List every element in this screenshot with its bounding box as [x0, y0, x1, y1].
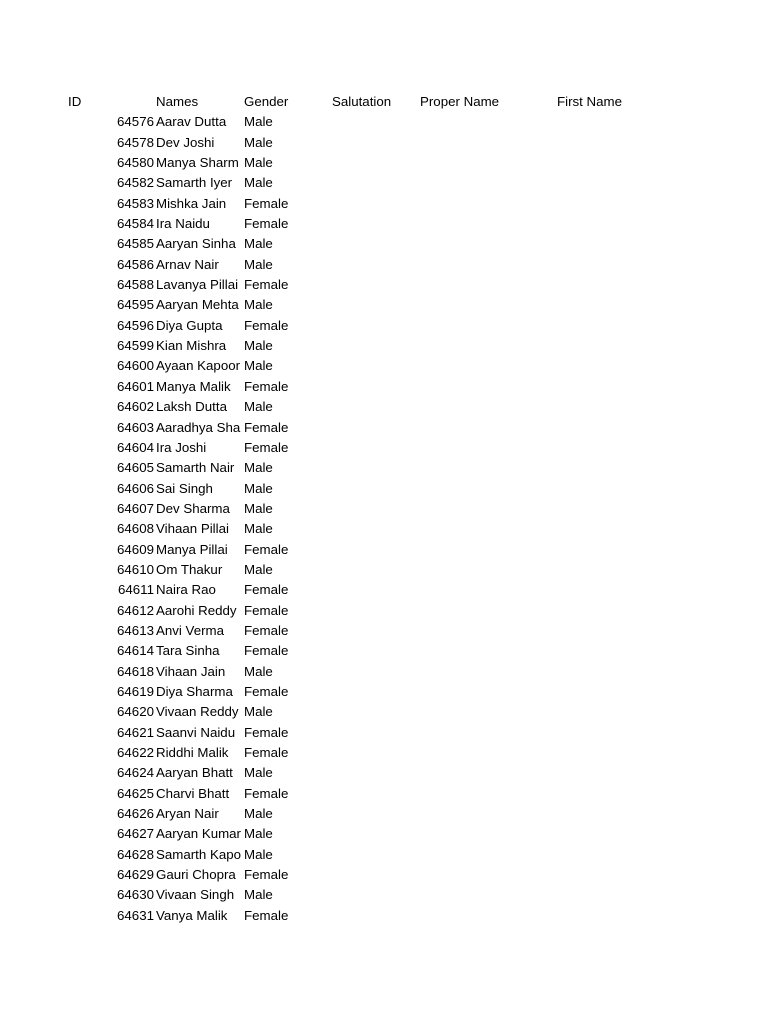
gender-cell: Male — [244, 175, 273, 191]
gender-cell: Male — [244, 256, 273, 272]
table-row — [0, 845, 768, 865]
name-cell: Diya Sharma — [156, 683, 233, 699]
name-cell: Aaryan Kumar — [156, 826, 241, 842]
id-cell: 64629 — [117, 867, 154, 883]
gender-cell: Male — [244, 887, 273, 903]
id-cell: 64595 — [117, 297, 154, 313]
table-row — [0, 560, 768, 580]
gender-cell: Female — [244, 216, 289, 232]
name-cell: Diya Gupta — [156, 317, 223, 333]
name-cell: Aaradhya Sha — [156, 419, 241, 435]
gender-cell: Female — [244, 541, 289, 557]
table-body — [0, 112, 768, 926]
gender-cell: Female — [244, 785, 289, 801]
table-row — [0, 763, 768, 783]
gender-cell: Male — [244, 663, 273, 679]
table-row — [0, 702, 768, 722]
name-cell: Aryan Nair — [156, 806, 219, 822]
id-cell: 64609 — [117, 541, 154, 557]
id-cell: 64630 — [117, 887, 154, 903]
gender-cell: Male — [244, 521, 273, 537]
id-cell: 64611 — [118, 582, 154, 598]
id-cell: 64599 — [117, 338, 154, 354]
table-row — [0, 743, 768, 763]
name-cell: Riddhi Malik — [156, 745, 229, 760]
name-cell: Aarav Dutta — [156, 114, 227, 130]
name-cell: Samarth Iyer — [156, 175, 233, 191]
name-cell: Arnav Nair — [156, 256, 219, 272]
name-cell: Tara Sinha — [156, 643, 220, 659]
table-row — [0, 885, 768, 905]
table-row — [0, 275, 768, 295]
name-cell: Dev Joshi — [156, 134, 215, 150]
gender-cell: Female — [244, 724, 289, 740]
table-row — [0, 499, 768, 519]
table-row — [0, 255, 768, 275]
id-cell: 64624 — [117, 765, 154, 781]
gender-cell: Male — [244, 765, 273, 781]
table-row — [0, 234, 768, 254]
name-cell: Laksh Dutta — [156, 399, 227, 415]
id-cell: 64625 — [117, 785, 154, 801]
gender-cell: Female — [244, 867, 289, 883]
gender-cell: Male — [244, 806, 273, 822]
table-row — [0, 316, 768, 336]
header-salutation: Salutation — [332, 94, 392, 109]
gender-cell: Male — [244, 846, 273, 862]
table-row — [0, 540, 768, 560]
gender-cell: Female — [244, 683, 289, 699]
gender-cell: Female — [244, 622, 289, 638]
name-cell: Samarth Nair — [156, 460, 235, 476]
name-cell: Kian Mishra — [156, 338, 227, 354]
header-row — [0, 92, 768, 112]
id-cell: 64583 — [117, 195, 154, 211]
name-cell: Vivaan Reddy — [156, 704, 239, 720]
id-cell: 64608 — [117, 521, 154, 537]
gender-cell: Female — [244, 602, 289, 618]
gender-cell: Female — [244, 378, 289, 394]
gender-cell: Male — [244, 297, 273, 313]
id-cell: 64619 — [117, 683, 154, 699]
name-cell: Vihaan Pillai — [156, 521, 229, 537]
name-cell: Gauri Chopra — [156, 867, 236, 883]
table-row — [0, 295, 768, 315]
name-cell: Vanya Malik — [156, 907, 228, 923]
table-row — [0, 641, 768, 661]
id-cell: 64622 — [117, 745, 154, 760]
table-row — [0, 519, 768, 539]
table-row — [0, 804, 768, 824]
name-cell: Saanvi Naidu — [156, 724, 236, 740]
table-row — [0, 682, 768, 702]
id-cell: 64586 — [117, 256, 154, 272]
id-cell: 64596 — [117, 317, 154, 333]
id-cell: 64585 — [117, 236, 154, 252]
id-cell: 64600 — [117, 358, 154, 374]
id-cell: 64621 — [117, 724, 154, 740]
id-cell: 64605 — [117, 460, 154, 476]
table-row — [0, 662, 768, 682]
name-cell: Anvi Verma — [156, 622, 224, 638]
table-row — [0, 865, 768, 885]
gender-cell: Male — [244, 704, 273, 720]
gender-cell: Female — [244, 439, 289, 455]
table-row — [0, 601, 768, 621]
id-cell: 64610 — [117, 561, 154, 577]
table-row — [0, 214, 768, 234]
table-row — [0, 723, 768, 743]
id-cell: 64631 — [117, 907, 154, 923]
name-cell: Manya Pillai — [156, 541, 228, 557]
name-cell: Aaryan Bhatt — [156, 765, 233, 781]
gender-cell: Male — [244, 114, 273, 130]
gender-cell: Female — [244, 317, 289, 333]
id-cell: 64576 — [117, 114, 154, 130]
name-cell: Aaryan Sinha — [156, 236, 236, 252]
name-cell: Mishka Jain — [156, 195, 227, 211]
table-row — [0, 479, 768, 499]
header-first-name: First Name — [557, 94, 623, 109]
table-row — [0, 173, 768, 193]
name-cell: Lavanya Pillai — [156, 277, 239, 293]
id-cell: 64604 — [117, 439, 154, 455]
id-cell: 64578 — [117, 134, 154, 150]
gender-cell: Female — [244, 582, 289, 598]
gender-cell: Male — [244, 338, 273, 354]
table-row — [0, 621, 768, 641]
id-cell: 64626 — [117, 806, 154, 822]
gender-cell: Male — [244, 561, 273, 577]
header-gender: Gender — [244, 94, 289, 109]
gender-cell: Male — [244, 399, 273, 415]
id-cell: 64614 — [117, 643, 154, 659]
name-cell: Sai Singh — [156, 480, 213, 496]
spreadsheet-table — [0, 92, 768, 926]
name-cell: Naira Rao — [156, 582, 216, 598]
id-cell: 64601 — [117, 378, 154, 394]
table-row — [0, 418, 768, 438]
table-row — [0, 133, 768, 153]
id-cell: 64627 — [117, 826, 154, 842]
gender-cell: Female — [244, 419, 289, 435]
id-cell: 64588 — [117, 277, 154, 293]
name-cell: Manya Malik — [156, 378, 231, 394]
id-cell: 64582 — [117, 175, 154, 191]
header-id: ID — [68, 94, 82, 109]
name-cell: Samarth Kapo — [156, 846, 242, 862]
gender-cell: Female — [244, 907, 289, 923]
name-cell: Om Thakur — [156, 561, 223, 577]
gender-cell: Male — [244, 358, 273, 374]
id-cell: 64613 — [117, 622, 154, 638]
table-row — [0, 153, 768, 173]
table-row — [0, 784, 768, 804]
name-cell: Aarohi Reddy — [156, 602, 237, 618]
name-cell: Charvi Bhatt — [156, 785, 230, 801]
name-cell: Aaryan Mehta — [156, 297, 239, 313]
id-cell: 64603 — [117, 419, 154, 435]
id-cell: 64612 — [117, 602, 154, 618]
id-cell: 64618 — [117, 663, 154, 679]
gender-cell: Male — [244, 826, 273, 842]
id-cell: 64628 — [117, 846, 154, 862]
gender-cell: Male — [244, 460, 273, 476]
name-cell: Ira Naidu — [156, 216, 210, 232]
name-cell: Vivaan Singh — [156, 887, 235, 903]
table-row — [0, 458, 768, 478]
table-row — [0, 438, 768, 458]
table-row — [0, 377, 768, 397]
table-row — [0, 336, 768, 356]
name-cell: Ira Joshi — [156, 439, 207, 455]
table-row — [0, 356, 768, 376]
gender-cell: Male — [244, 134, 273, 150]
gender-cell: Female — [244, 745, 289, 760]
table-row — [0, 824, 768, 844]
gender-cell: Male — [244, 155, 273, 171]
id-cell: 64606 — [117, 480, 154, 496]
id-cell: 64602 — [117, 399, 154, 415]
table-row — [0, 397, 768, 417]
gender-cell: Male — [244, 236, 273, 252]
table-row — [0, 580, 768, 600]
id-cell: 64580 — [117, 155, 154, 171]
gender-cell: Female — [244, 195, 289, 211]
table-row — [0, 194, 768, 214]
name-cell: Manya Sharm — [156, 155, 239, 171]
gender-cell: Female — [244, 277, 289, 293]
name-cell: Ayaan Kapoor — [156, 358, 241, 374]
id-cell: 64584 — [117, 216, 154, 232]
name-cell: Dev Sharma — [156, 500, 230, 516]
header-proper-name: Proper Name — [420, 94, 500, 109]
gender-cell: Female — [244, 643, 289, 659]
id-cell: 64607 — [117, 500, 154, 516]
name-cell: Vihaan Jain — [156, 663, 226, 679]
header-names: Names — [156, 94, 199, 109]
id-cell: 64620 — [117, 704, 154, 720]
table-row — [0, 112, 768, 132]
gender-cell: Male — [244, 500, 273, 516]
gender-cell: Male — [244, 480, 273, 496]
table-row — [0, 906, 768, 926]
